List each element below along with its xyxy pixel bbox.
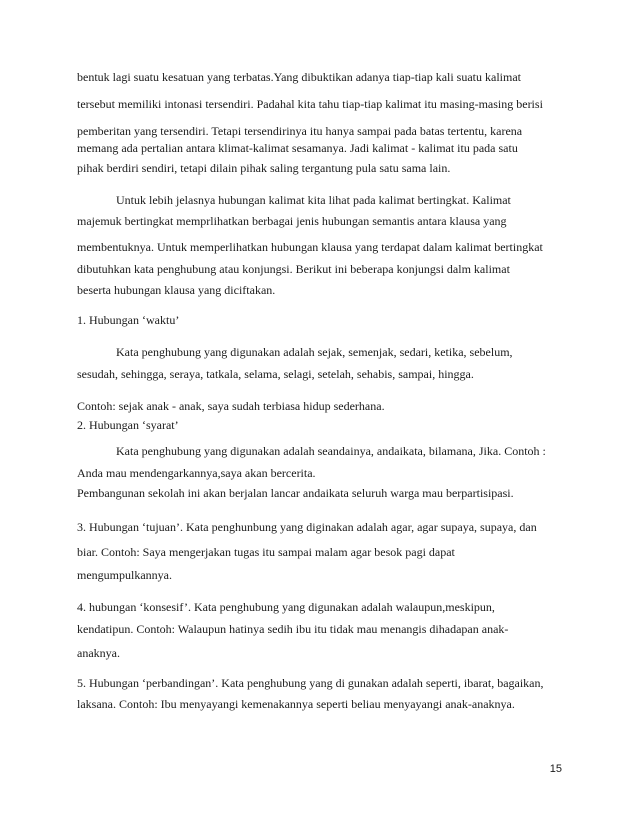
text-line: biar. Contoh: Saya mengerjakan tugas itu sampai malam agar besok pagi dapat <box>77 545 455 559</box>
text-line: bentuk lagi suatu kesatuan yang terbatas.Yang dibuktikan adanya tiap-tiap kali suatu kalimat <box>77 70 521 84</box>
text-line: sesudah, sehingga, seraya, tatkala, selama, selagi, setelah, sehabis, sampai, hingga. <box>77 367 474 381</box>
text-line: memang ada pertalian antara klimat-kalimat sesamanya. Jadi kalimat - kalimat itu pada satu <box>77 141 518 155</box>
text-line: Anda mau mendengarkannya,saya akan bercerita. <box>77 466 316 480</box>
text-line: majemuk bertingkat memprlihatkan berbagai jenis hubungan semantis antara klausa yang <box>77 214 507 228</box>
section-heading: 1. Hubungan ‘waktu’ <box>77 313 180 327</box>
example-line: Contoh: sejak anak - anak, saya sudah terbiasa hidup sederhana. <box>77 399 385 413</box>
text-line: membentuknya. Untuk memperlihatkan hubungan klausa yang terdapat dalam kalimat bertingkat <box>77 240 543 254</box>
text-line: laksana. Contoh: Ibu menyayangi kemenakannya seperti beliau menyayangi anak-anaknya. <box>77 697 515 711</box>
text-line: tersebut memiliki intonasi tersendiri. Padahal kita tahu tiap-tiap kalimat itu masing-masing berisi <box>77 97 543 111</box>
section-heading: 2. Hubungan ‘syarat’ <box>77 418 179 432</box>
text-line: Pembangunan sekolah ini akan berjalan lancar andaikata seluruh warga mau berpartisipasi. <box>77 486 514 500</box>
text-line: Kata penghubung yang digunakan adalah seandainya, andaikata, bilamana, Jika. Contoh : <box>116 444 546 458</box>
text-line: 5. Hubungan ‘perbandingan’. Kata penghubung yang di gunakan adalah seperti, ibarat, bagaikan, <box>77 676 544 690</box>
text-line: dibutuhkan kata penghubung atau konjungsi. Berikut ini beberapa konjungsi dalm kalimat <box>77 262 510 276</box>
text-line: 3. Hubungan ‘tujuan’. Kata penghunbung yang diginakan adalah agar, agar supaya, supaya, dan <box>77 520 537 534</box>
text-line: anaknya. <box>77 646 120 660</box>
text-line: Untuk lebih jelasnya hubungan kalimat kita lihat pada kalimat bertingkat. Kalimat <box>116 193 511 207</box>
text-line: 4. hubungan ‘konsesif’. Kata penghubung yang digunakan adalah walaupun,meskipun, <box>77 600 495 614</box>
page-number: 15 <box>549 763 562 775</box>
text-line: pihak berdiri sendiri, tetapi dilain pihak saling tergantung pula satu sama lain. <box>77 161 451 175</box>
text-line: beserta hubungan klausa yang diciftakan. <box>77 283 276 297</box>
text-line: kendatipun. Contoh: Walaupun hatinya sedih ibu itu tidak mau menangis dihadapan anak- <box>77 622 509 636</box>
text-line: mengumpulkannya. <box>77 568 172 582</box>
text-line: pemberitan yang tersendiri. Tetapi tersendirinya itu hanya sampai pada batas tertentu, karena <box>77 124 523 138</box>
text-line: Kata penghubung yang digunakan adalah sejak, semenjak, sedari, ketika, sebelum, <box>116 345 513 359</box>
